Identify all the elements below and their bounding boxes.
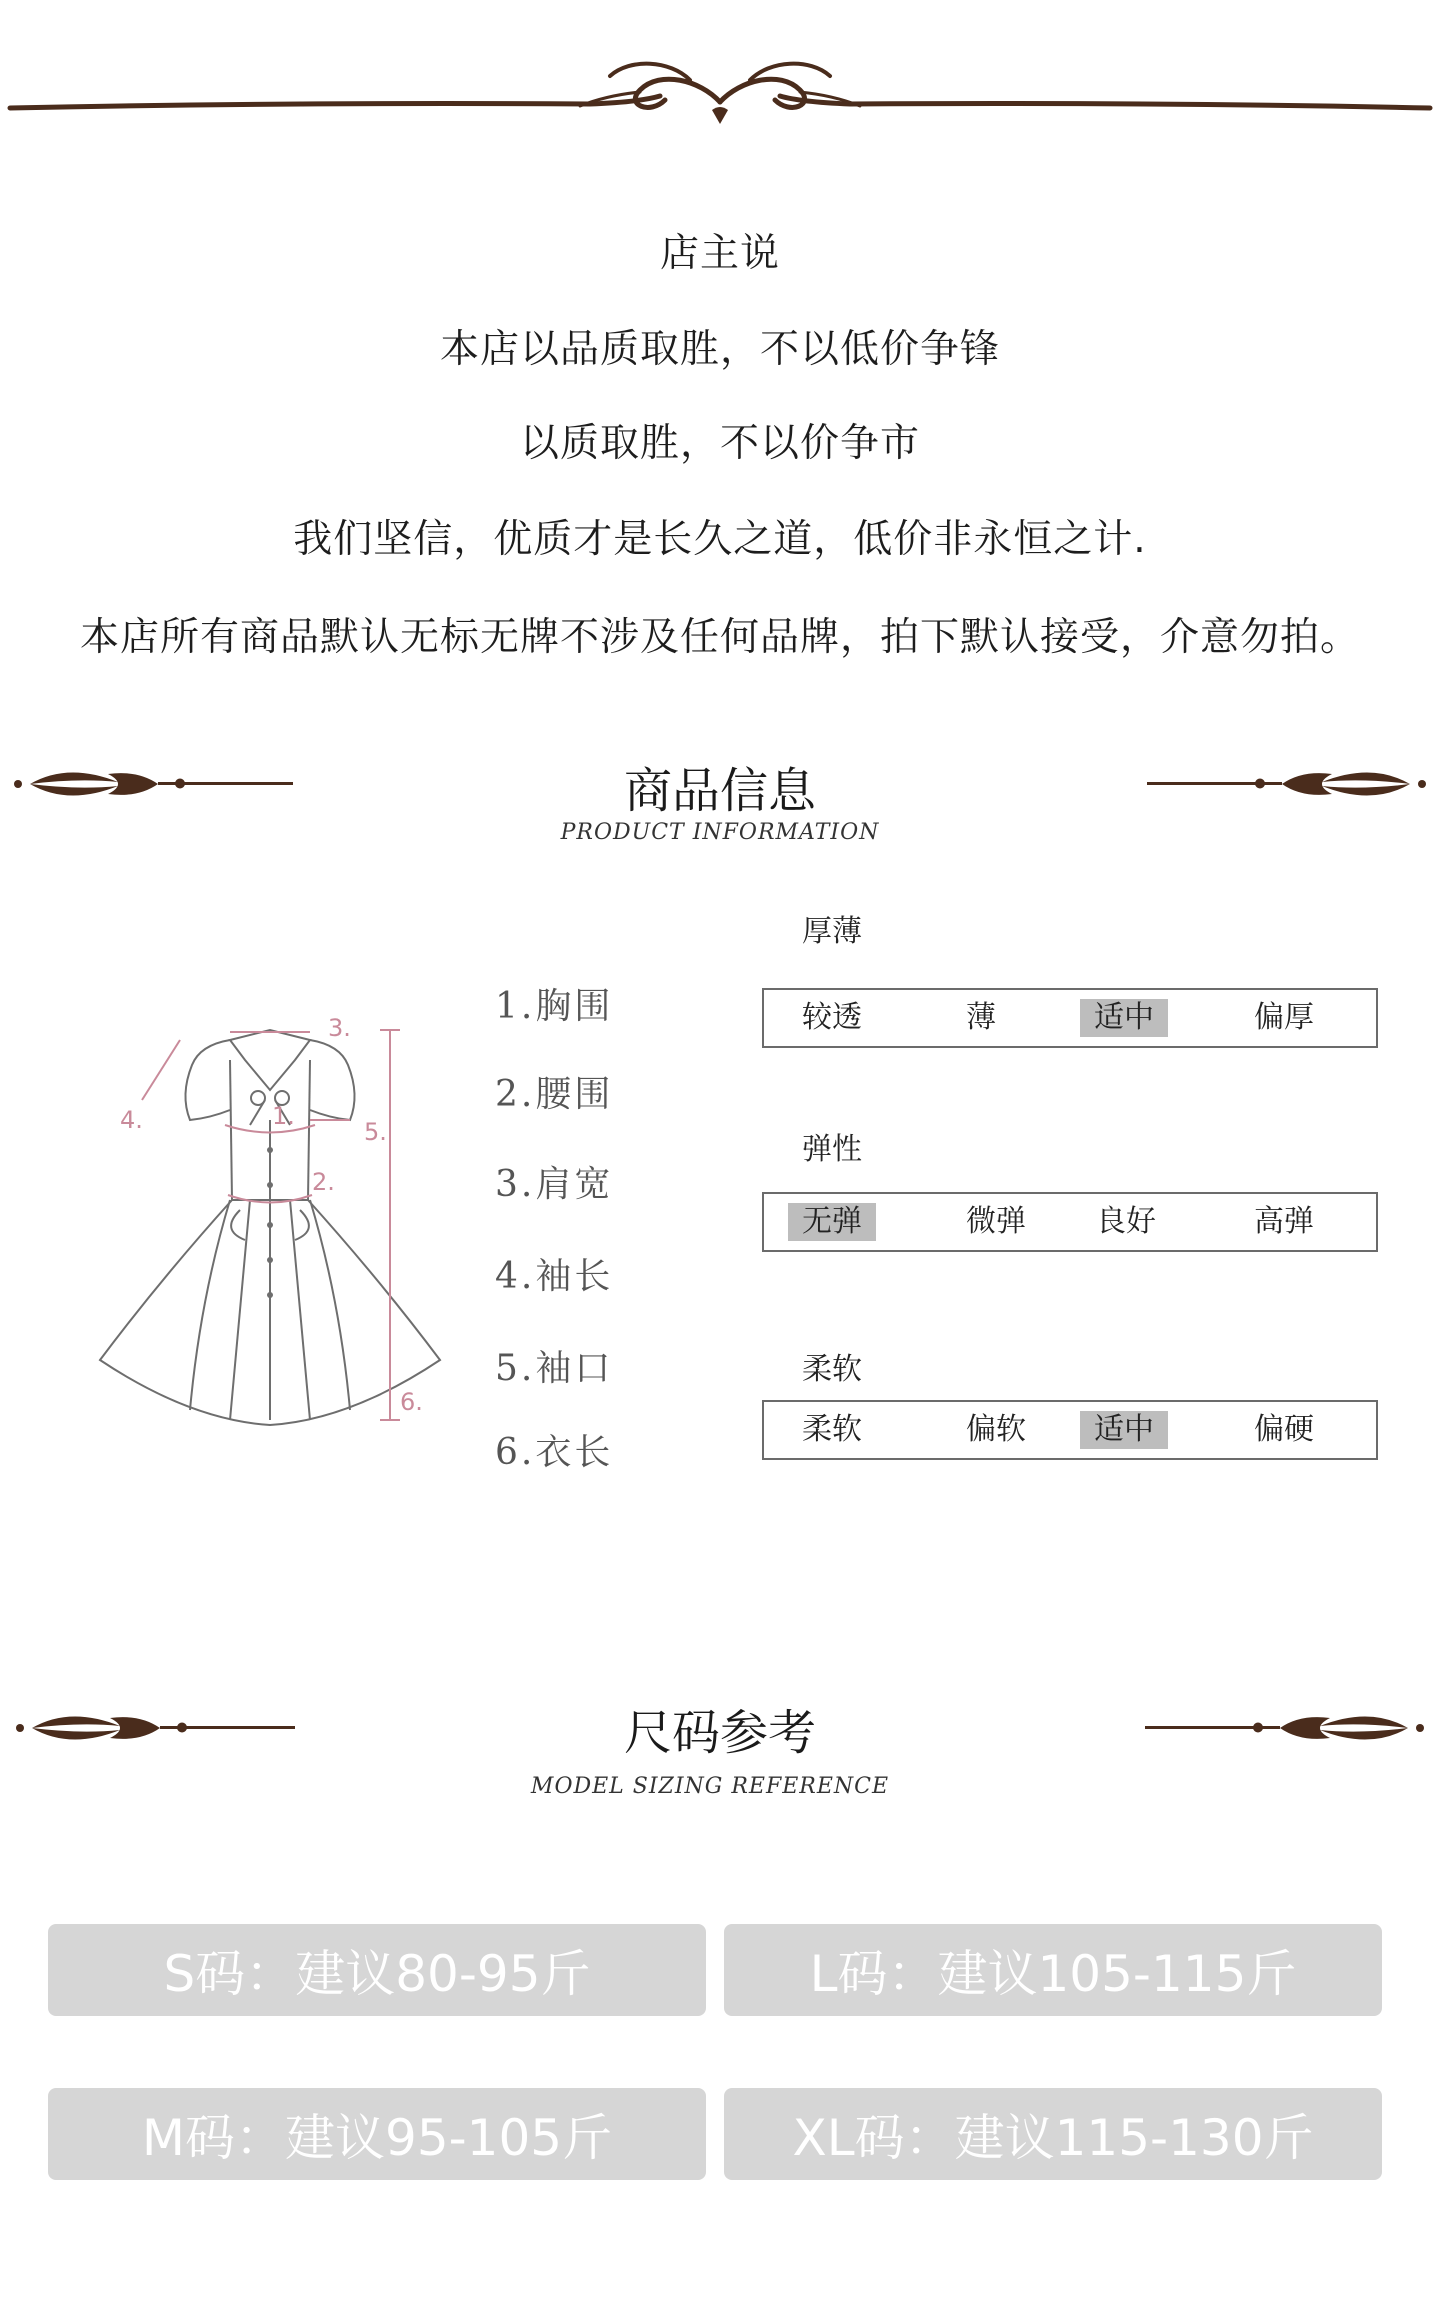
diagram-number-5: 5. — [364, 1118, 387, 1146]
prop-thickness-scale — [762, 988, 1378, 1048]
prop-elasticity-scale — [762, 1192, 1378, 1252]
size-chip-m: M码：建议95-105斤 — [48, 2088, 706, 2180]
prop-elasticity-option-selected: 无弹 — [788, 1203, 876, 1241]
size-ref-title: 尺码参考 — [623, 1705, 816, 1761]
prop-thickness-option: 薄 — [966, 1000, 996, 1035]
size-chip-s: S码：建议80-95斤 — [48, 1924, 706, 2016]
size-chip-xl: XL码：建议115-130斤 — [724, 2088, 1382, 2180]
measurement-waist: 2.腰围 — [495, 1074, 614, 1115]
prop-softness-label: 柔软 — [802, 1352, 862, 1387]
measurement-sleeve-length: 4.袖长 — [495, 1256, 614, 1297]
product-info-subtitle: PRODUCT INFORMATION — [560, 820, 880, 845]
size-chip-l: L码：建议105-115斤 — [724, 1924, 1382, 2016]
prop-softness-scale — [762, 1400, 1378, 1460]
prop-thickness-option-selected: 适中 — [1080, 999, 1168, 1037]
measurement-bust: 1.胸围 — [495, 986, 614, 1027]
measurement-cuff: 5.袖口 — [495, 1348, 614, 1389]
prop-softness-option: 偏硬 — [1254, 1412, 1314, 1447]
prop-thickness-option: 较透 — [802, 1000, 862, 1035]
prop-elasticity-option: 高弹 — [1254, 1204, 1314, 1239]
prop-thickness-label: 厚薄 — [802, 914, 862, 949]
measurement-shoulder: 3.肩宽 — [495, 1164, 614, 1205]
product-info-title: 商品信息 — [623, 763, 816, 819]
prop-thickness-option: 偏厚 — [1254, 1000, 1314, 1035]
statement-line-3: 我们坚信，优质才是长久之道，低价非永恒之计. — [293, 517, 1147, 562]
diagram-number-3: 3. — [328, 1014, 351, 1042]
measurement-length: 6.衣长 — [495, 1432, 614, 1473]
prop-softness-option-selected: 适中 — [1080, 1411, 1168, 1449]
diagram-number-4: 4. — [120, 1106, 143, 1134]
diagram-number-1: 1. — [272, 1102, 295, 1130]
dress-measurement-diagram — [80, 1000, 460, 1440]
prop-elasticity-option: 微弹 — [966, 1204, 1026, 1239]
diagram-number-2: 2. — [312, 1168, 335, 1196]
prop-elasticity-option: 良好 — [1096, 1204, 1156, 1239]
statement-line-2: 以质取胜，不以价争市 — [519, 421, 920, 466]
statement-line-4: 本店所有商品默认无标无牌不涉及任何品牌，拍下默认接受，介意勿拍。 — [79, 615, 1360, 660]
prop-elasticity-label: 弹性 — [802, 1132, 862, 1167]
top-ornament-divider — [0, 40, 1440, 130]
prop-softness-option: 柔软 — [802, 1412, 862, 1447]
statement-title: 店主说 — [659, 231, 780, 276]
statement-line-1: 本店以品质取胜，不以低价争锋 — [439, 327, 1000, 372]
size-ref-subtitle: MODEL SIZING REFERENCE — [530, 1774, 890, 1799]
diagram-number-6: 6. — [400, 1388, 423, 1416]
prop-softness-option: 偏软 — [966, 1412, 1026, 1447]
